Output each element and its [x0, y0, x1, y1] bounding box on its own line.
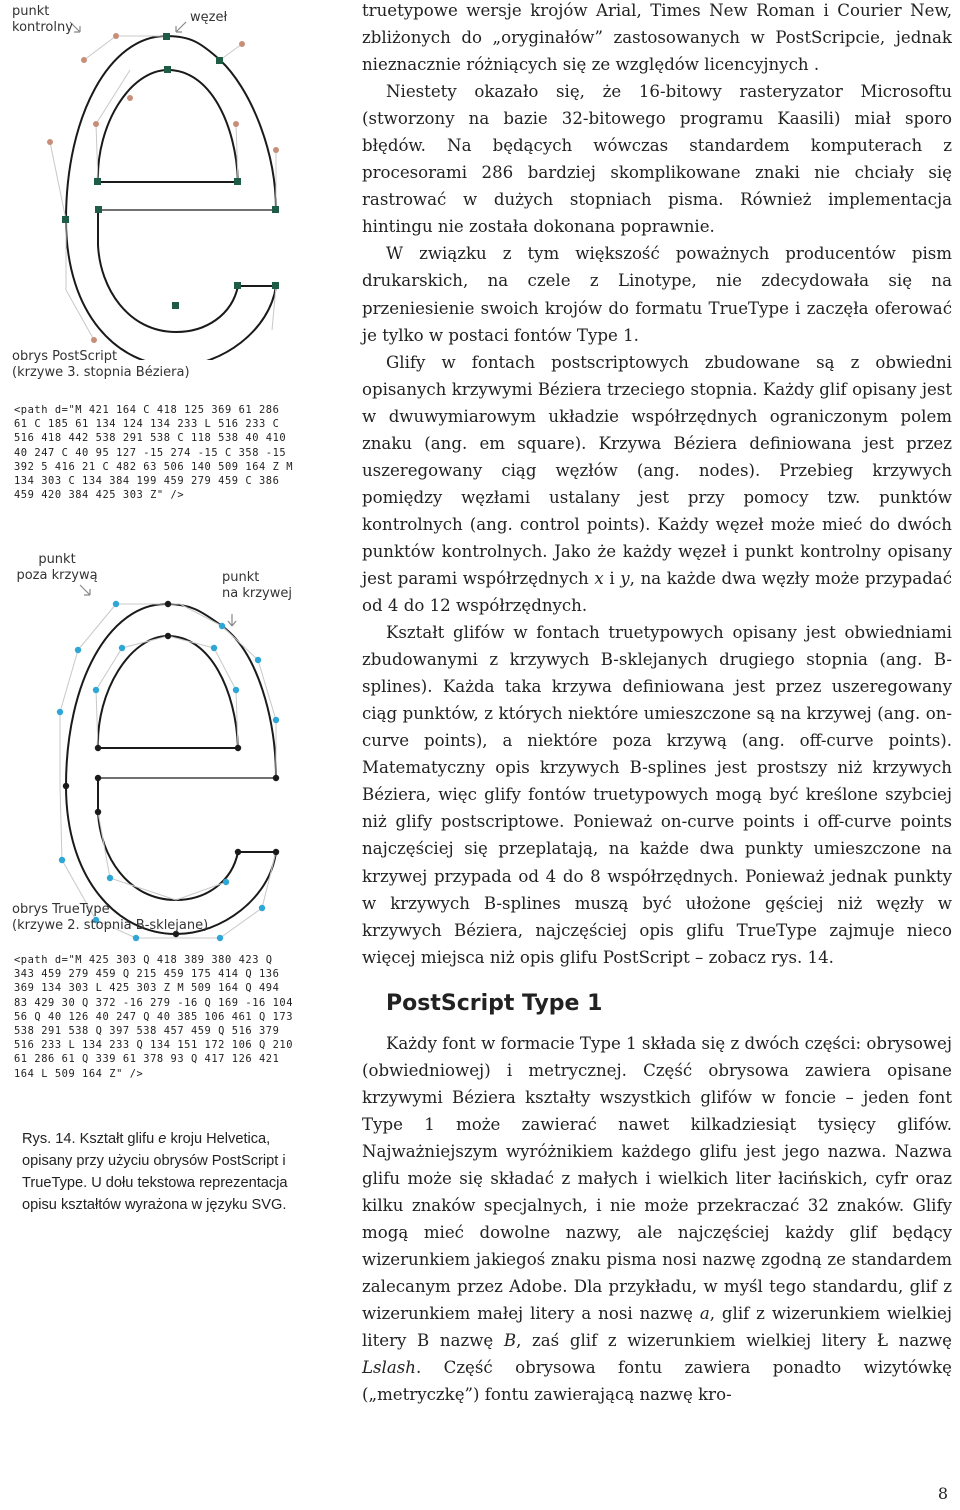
off-curve-point	[259, 905, 265, 911]
on-curve-point	[95, 775, 101, 781]
off-curve-point	[233, 687, 239, 693]
outline-title-truetype	[12, 902, 208, 934]
svg-code-postscript: <path d="M 421 164 C 418 125 369 61 286 61 C 185 61 134 124 134 233 L 516 233 C 516 418 442 538 291 538 C 118 538 40 410 40 247 C 40 95 127 -15 274 -15 C 358 -15 392 5 416 21 C 482 63 506 140 509 164 Z M 134 303 C 134 384 199 459 279 459 C 386 459 420 384 425 303 Z" />	[14, 404, 294, 502]
text-run: , zaś glif z wizerunkiem wielkiej litery Ł nazwę	[516, 1331, 952, 1351]
on-curve-point	[235, 849, 241, 855]
paragraph	[362, 1030, 952, 1409]
text-run-italic: Lslash	[362, 1358, 416, 1378]
off-curve-point	[57, 709, 63, 715]
text-run-italic: B	[503, 1331, 517, 1351]
arrow-icon	[80, 585, 90, 595]
svg-code-truetype: <path d="M 425 303 Q 418 389 380 423 Q 343 459 279 459 Q 215 459 175 414 Q 136 369 134 303 L 425 303 Z M 509 164 Q 494 83 429 30 Q 372 -16 279 -16 Q 169 -16 104 56 Q 40 126 40 247 Q 40 385 106 461 Q 173 538 291 538 Q 397 538 457 459 Q 516 379 516 233 L 134 233 Q 134 151 172 106 Q 210 61 286 61 Q 339 61 378 93 Q 417 126 421 164 L 509 164 Z" />	[14, 954, 294, 1080]
text-run-italic: y	[620, 568, 630, 588]
text-run: , glif z wizerunkiem wielkiej litery B nazwę	[362, 1304, 952, 1351]
paragraph: Kształt glifów w fontach truetypowych opisany jest obwiedniami zbudowanymi z krzywych B-sklejanych drugiego stopnia (ang. B-splines). Każda taka krzywa definiowana jest przez uszeregowany ciąg punktów, z których niektóre umieszczone są na krzywej (ang. on-curve points), a niektóre poza krzywą (ang. off-curve points). Matematyczny opis krzywych B-splines jest prostszy niż krzywych Béziera, więc glify fontów truetypowych mogą być kreślone szybciej niż glify postscriptowe. Ponieważ on-curve points i off-curve points najczęściej się przeplatają, na każde dwa punkty umieszczone na krzywej przypada od 4 do 8 współrzędnych. Ponieważ jednak punkty w krzywych B-splines muszą być ułożone gęściej niż węzły w krzywych Béziera, najczęściej opis glifu TrueType zajmuje nieco więcej miejsca niż opis glifu PostScript – zobacz rys. 14.	[362, 623, 952, 967]
text-run: i	[603, 568, 621, 588]
text-run: Glify w fontach postscriptowych zbudowane są z obwiedni opisanych krzywymi Béziera trzeciego stopnia. Każdy glif opisany jest w dwuwymiarowym układzie współrzędnych ograniczonym polem znaku (ang. em square). Krzywa Béziera definiowana jest przez uszeregowany ciąg węzłów (ang. nodes). Przebieg krzywych pomiędzy węzłami ustalany jest przy pomocy tzw. punktów kontrolnych (ang. control points). Każdy węzeł może mieć do dwóch punktów kontrolnych. Jako że każdy węzeł i punkt kontrolny opisany jest parami współrzędnych	[362, 352, 952, 588]
off-curve-point	[75, 647, 81, 653]
off-curve-point	[133, 935, 139, 941]
off-curve-point	[119, 645, 125, 651]
outline-title-line: (krzywe 2. stopnia B-sklejane)	[12, 918, 209, 933]
paragraph: truetypowe wersje krojów Arial, Times New Roman i Courier New, zbliżonych do „oryginałów” zastosowanych w PostScripcie, jednak nieznacznie różniących się ze względów licencyjnych .	[362, 1, 952, 75]
text-run-italic: x	[594, 568, 604, 588]
caption-rest: kroju Helvetica, opisany przy użyciu obrysów PostScript i TrueType. U dołu tekstowa reprezentacja opisu kształtów wyrażona w języku SVG.	[22, 1131, 288, 1213]
text-run: , na każde dwa węzły może przypadać od 4 do 12 współrzędnych.	[362, 568, 952, 616]
off-curve-point	[107, 875, 113, 881]
text-run: Każdy font w formacie Type 1 składa się z dwóch części: obrysowej (obwiedniowej) i metrycznej. Część obrysowa zawiera opisane krzywymi Béziera kształty wszystkich glifów w foncie – jeden font Type 1 może zawierać nawet kilkadziesiąt tysięcy glifów. Najważniejszym wyróżnikiem każdego glifu jest jego nazwa. Nazwa glifu może się składać z małych i wielkich liter łacińskich, cyfr oraz kilku znaków specjalnych, i nie może przekraczać 32 znaków. Glify mogą mieć dowolne nazwy, ale najczęściej każdy glif będący wizerunkiem jakiegoś znaku pisma nosi nazwę zgodną ze standardem zalecanym przez Adobe. Dla przykładu, w myśl tego standardu, glif z wizerunkiem małej litery a nosi nazwę	[362, 1033, 952, 1324]
off-curve-point	[93, 687, 99, 693]
on-curve-point	[95, 745, 101, 751]
paragraph: Niestety okazało się, że 16-bitowy rasteryzator Microsoftu (stworzony na bazie 32-bitowego programu Kaasili) miał sporo błędów. Na będących wówczas standardem komputerach z procesorami 286 bardziej skomplikowane znaki nie chciały się rastrować w dużych stopniach pisma. Również implementacja hintingu nie została dokonana poprawnie.	[362, 82, 952, 237]
label-line: punkt	[12, 4, 50, 19]
label-line: punkt	[38, 552, 76, 567]
on-curve-point	[165, 601, 171, 607]
text-run-italic: a	[699, 1304, 710, 1324]
on-curve-point	[273, 849, 279, 855]
on-curve-point	[235, 745, 241, 751]
caption-prefix: Rys. 14. Kształt glifu	[22, 1131, 159, 1147]
off-curve-point	[113, 601, 119, 607]
truetype-glyph-diagram	[0, 0, 350, 960]
label-line: punkt	[222, 570, 260, 585]
outline-title-line: obrys TrueType	[12, 902, 110, 917]
outline-title-line: obrys PostScript	[12, 349, 118, 364]
off-curve-point	[223, 879, 229, 885]
label-line: na krzywej	[222, 586, 292, 601]
arrow-icon	[228, 614, 236, 626]
on-curve-point	[273, 775, 279, 781]
label-line: kontrolny	[12, 20, 73, 35]
label-node: węzeł	[190, 10, 228, 25]
off-curve-point	[255, 657, 261, 663]
section-heading: PostScript Type 1	[386, 990, 603, 1016]
off-curve-point	[211, 645, 217, 651]
off-curve-point	[217, 935, 223, 941]
paragraph: W związku z tym większość poważnych producentów pism drukarskich, na czele z Linotype, nie zdecydowała się na przeniesienie swoich krojów do formatu TrueType i zaczęła oferować je tylko w postaci fontów Type 1.	[362, 244, 952, 345]
outline-title-line: (krzywe 3. stopnia Béziera)	[12, 365, 190, 380]
off-curve-point	[219, 623, 225, 629]
on-curve-point	[165, 633, 171, 639]
page-number: 8	[937, 1484, 948, 1503]
off-curve-point	[273, 717, 279, 723]
label-on-curve-point	[222, 570, 292, 602]
figure-caption	[22, 1128, 322, 1216]
glyph-e-outline	[66, 604, 276, 934]
label-off-curve-point	[2, 552, 112, 584]
body-text-column	[362, 0, 952, 1408]
label-line: poza krzywą	[16, 568, 98, 583]
on-curve-point	[95, 809, 101, 815]
off-curve-point	[59, 857, 65, 863]
on-curve-point	[63, 783, 69, 789]
paragraph	[362, 349, 952, 619]
caption-letter: e	[158, 1131, 167, 1147]
text-run: . Część obrysowa fontu zawiera ponadto wizytówkę („metryczkę”) fontu zawierającą nazwę kro-	[362, 1358, 952, 1405]
